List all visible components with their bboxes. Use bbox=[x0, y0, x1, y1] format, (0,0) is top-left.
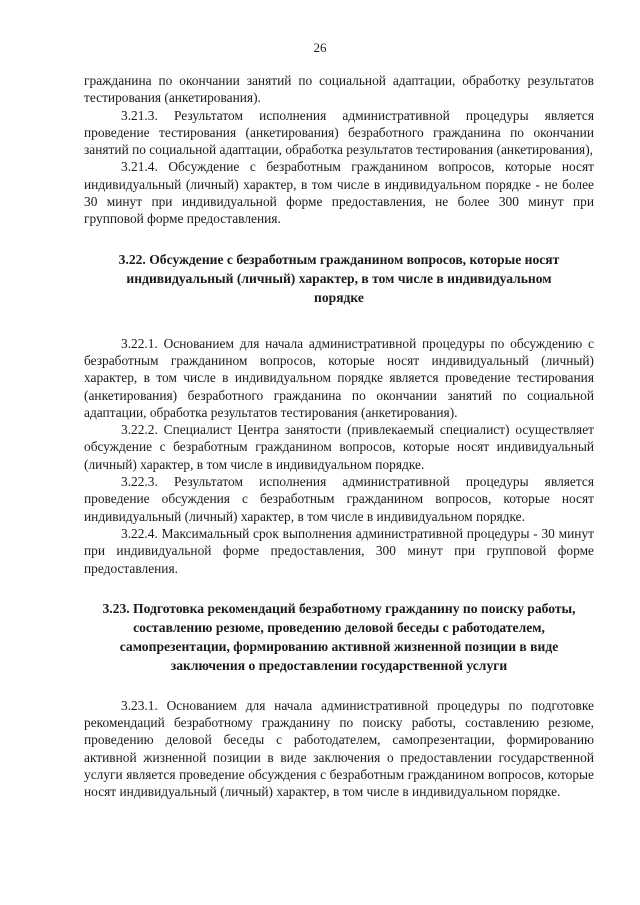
section-heading-3-22: 3.22. Обсуждение с безработным гражданином вопросов, которые носят индивидуальный (личный) характер, в том числе в индивидуальном порядке bbox=[118, 251, 560, 305]
paragraph-3-22-2: 3.22.2. Специалист Центра занятости (привлекаемый специалист) осуществляет обсуждение с безработным гражданином вопросов, которые носят индивидуальный (личный) характер, в том числе в индивидуальном порядке. bbox=[84, 422, 594, 472]
paragraph-3-22-4: 3.22.4. Максимальный срок выполнения административной процедуры - 30 минут при индивидуальной форме предоставления, 300 минут при групповой форме предоставления. bbox=[84, 525, 594, 576]
paragraph-3-23-1: 3.23.1. Основанием для начала административной процедуры по подготовке рекомендаций безработному гражданину по поиску работы, составлению резюме, проведению деловой беседы с работодателем, самопрезентации, формированию активной жизненной позиции в виде заключения о предоставлении государственной услуги является проведение обсуждения с безработным гражданином вопросов, которые носят индивидуальный (личный) характер, в том числе в индивидуальном порядке. bbox=[84, 697, 594, 800]
paragraph-continuation: гражданина по окончании занятий по социальной адаптации, обработку результатов тестирования (анкетирования). bbox=[84, 73, 594, 106]
paragraph-3-21-3: 3.21.3. Результатом исполнения административной процедуры является проведение тестирования (анкетирования) безработного гражданина по окончании занятий по социальной адаптации, обработка результатов тестирования (анкетирования), bbox=[84, 107, 594, 158]
paragraph-3-21-4: 3.21.4. Обсуждение с безработным гражданином вопросов, которые носят индивидуальный (личный) характер, в том числе в индивидуальном порядке - не более 30 минут при индивидуальной форме предоставления, не более 300 минут при групповой форме предоставления. bbox=[84, 159, 594, 227]
paragraph-3-22-3: 3.22.3. Результатом исполнения административной процедуры является проведение обсуждения с безработным гражданином вопросов, которые носят индивидуальный (личный) характер, в том числе в индивидуальном порядке. bbox=[84, 474, 594, 524]
paragraph-3-22-1: 3.22.1. Основанием для начала административной процедуры по обсуждению с безработным гражданином вопросов, которые носят индивидуальный (личный) характер, в том числе в индивидуальном порядке является проведение тестирования (анкетирования) безработного гражданина по окончании занятий по социальной адаптации, обработка результатов тестирования (анкетирования). bbox=[84, 335, 594, 420]
document-body bbox=[84, 72, 594, 801]
section-heading-3-23: 3.23. Подготовка рекомендаций безработному гражданину по поиску работы, составлению резюме, проведению деловой беседы с работодателем, самопрезентации, формированию активной жизненной позиции в виде заключения о предоставлении государственной услуги bbox=[102, 600, 576, 673]
page-number: 26 bbox=[313, 40, 327, 55]
